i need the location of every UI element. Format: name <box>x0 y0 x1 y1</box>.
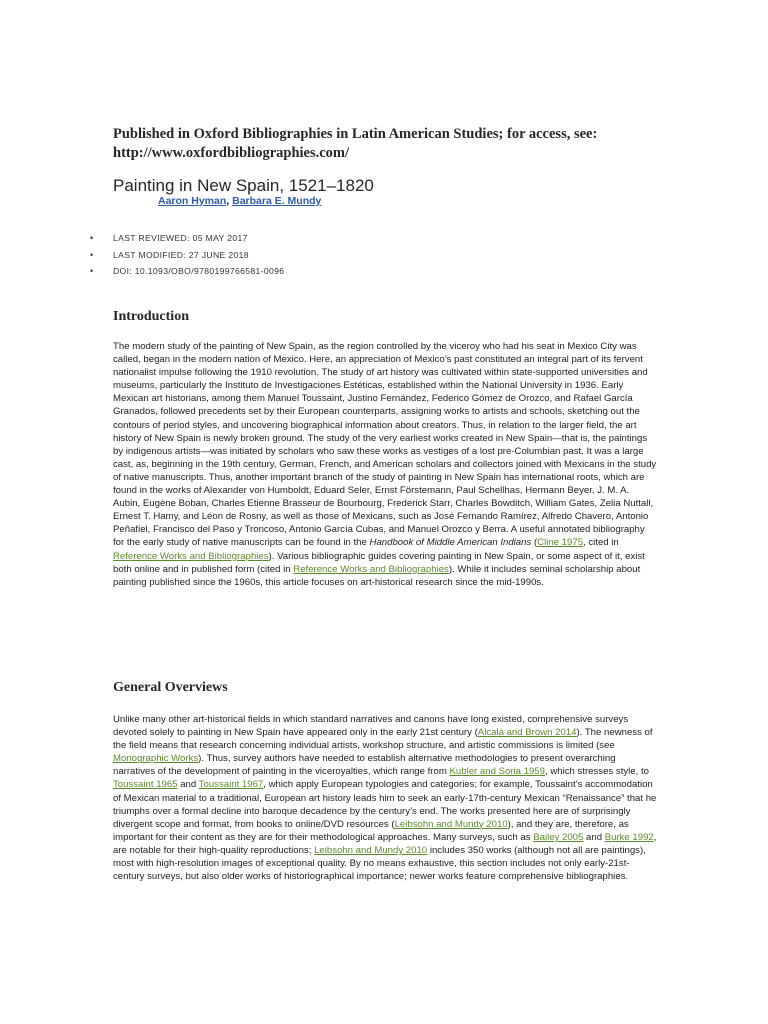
text-run: ). Various bibliographic guides covering painting in New Spain, or some aspect of it, exist both online and in published form (cited in <box>113 550 645 575</box>
citation-link[interactable]: Toussaint 1967 <box>198 779 264 791</box>
text-run: Unlike many other art-historical fields in which standard narratives and canons have long existed, comprehensive surveys devoted solely to painting in New Spain have appeared only in the early 21st century ( <box>113 714 629 739</box>
text-run: and <box>177 779 199 791</box>
general-overviews-paragraph <box>113 713 658 883</box>
meta-text: LAST REVIEWED: 05 MAY 2017 <box>113 233 248 243</box>
text-run: ). While it includes seminal scholarship about painting published since the 1960s, this article focuses on art-historical research since the mid-1990s. <box>113 563 641 588</box>
publication-note: Published in Oxford Bibliographies in Latin American Studies; for access, see: http://www.oxfordbibliographies.com/ <box>113 126 598 161</box>
italic-title: Handbook of Middle American Indians <box>369 537 532 549</box>
citation-link[interactable]: Cline 1975 <box>537 537 584 549</box>
text-run: , which stresses style, to <box>544 766 649 778</box>
meta-text: DOI: 10.1093/OBO/9780199766581-0096 <box>113 266 285 276</box>
citation-link[interactable]: Leibsohn and Mundy 2010 <box>314 844 428 856</box>
bullet-icon: • <box>90 249 94 260</box>
section-link[interactable]: Monographic Works <box>113 753 199 765</box>
meta-doi <box>88 263 284 280</box>
meta-text: LAST MODIFIED: 27 JUNE 2018 <box>113 249 249 260</box>
citation-link[interactable]: Burke 1992 <box>604 831 654 843</box>
bullet-icon: • <box>90 266 94 276</box>
author-link-mundy[interactable]: Barbara E. Mundy <box>232 195 322 207</box>
meta-last-reviewed <box>88 230 284 247</box>
meta-last-modified <box>88 247 284 264</box>
section-link[interactable]: Reference Works and Bibliographies <box>293 563 449 575</box>
section-link[interactable]: Reference Works and Bibliographies <box>113 550 269 562</box>
citation-link[interactable]: Toussaint 1965 <box>113 779 178 791</box>
author-link-hyman[interactable]: Aaron Hyman <box>158 195 227 207</box>
author-list <box>158 195 321 207</box>
text-run: , which apply European typologies and categories; for example, Toussaint’s accommodation of Mexican material to a traditional, European art history leads him to seek an early-17th-century Mexican “Renaissance” that he triumphs over a formal decline into baroque decadence by the century’s end. The works presented here are of surprisingly divergent scope and format, from books to online/DVD resources ( <box>113 779 657 830</box>
citation-link[interactable]: Alcalá and Brown 2014 <box>477 727 577 739</box>
text-run: , are notable for their high-quality reproductions; <box>113 831 657 856</box>
introduction-paragraph <box>113 340 658 589</box>
text-run: includes 350 works (although not all are paintings), most with high-resolution images of exceptional quality. By no means exhaustive, this section includes not only early-21st-century surveys, but also older works of historiographical importance; newer works feature comprehensive bibliographies. <box>113 844 646 883</box>
citation-link[interactable]: Bailey 2005 <box>533 831 584 843</box>
citation-link[interactable]: Kubler and Soria 1959 <box>449 766 545 778</box>
text-run: ). Thus, survey authors have needed to establish alternative methodologies to present overarching narratives of the development of painting in the viceroyalties, which range from <box>113 753 616 778</box>
text-run: and <box>583 831 605 843</box>
text-run: ). The newness of the field means that research concerning individual artists, workshop structure, and artistic commissions is limited (see <box>113 727 653 752</box>
heading-introduction: Introduction <box>113 309 189 324</box>
heading-general-overviews: General Overviews <box>113 680 228 695</box>
author-separator: , <box>226 195 233 207</box>
article-title: Painting in New Spain, 1521–1820 <box>113 176 374 195</box>
text-run: ( <box>531 537 538 549</box>
text-run: , cited in <box>583 537 619 549</box>
text-run: ), and they are, therefore, as important for their content as they are for their methodological approaches. Many surveys, such as <box>113 818 629 843</box>
citation-link[interactable]: Leibsohn and Mundy 2010 <box>394 818 508 830</box>
article-metadata <box>88 230 284 280</box>
bullet-icon: • <box>90 233 94 243</box>
text-run: The modern study of the painting of New Spain, as the region controlled by the viceroy who had his seat in Mexico City was called, began in the modern nation of Mexico. Here, an appreciation of Mexico’s past constituted an integral part of its fervent nationalist impulse following the 1910 revolution. The study of art history was cultivated within state-supported universities and museums, particularly the Instituto de Investigaciones Estéticas, established within the National University in 1936. Early Mexican art historians, among them Manuel Toussaint, Justino Fernández, Federico Gómez de Orozco, and Rafael García Granados, followed precedents set by their European counterparts, assigning works to artists and schools, sketching out the contours of period styles, and uncovering biographical information about creators. Thus, in relation to the larger field, the art history of New Spain is newly broken ground. The study of the very earliest works created in New Spain—that is, the paintings by indigenous artists—was initiated by scholars who saw these works as vestiges of a lost pre-Columbian past. It was a large cast, as, beginning in the 19th century, German, French, and American scholars and collectors joined with Mexicans in the study of native manuscripts. Thus, another important branch of the study of painting in New Spain has international roots, which are found in the works of Alexander von Humboldt, Eduard Seler, Ernst Förstemann, Paul Schellhas, Hermann Beyer, J. M. A. Aubin, Eugène Boban, Charles Etienne Brasseur de Bourbourg, Frederick Starr, Charles Bowditch, William Gates, Zelia Nuttall, Ernest T. Hamy, and Léon de Rosny, as well as those of Mexicans, such as José Fernando Ramírez, Alfredo Chavero, Antonio Peñafiel, Francisco del Paso y Troncoso, Antonio García Cubas, and Manuel Orozco y Berra. A useful annotated bibliography for the early study of native manuscripts can be found in the <box>113 341 657 549</box>
